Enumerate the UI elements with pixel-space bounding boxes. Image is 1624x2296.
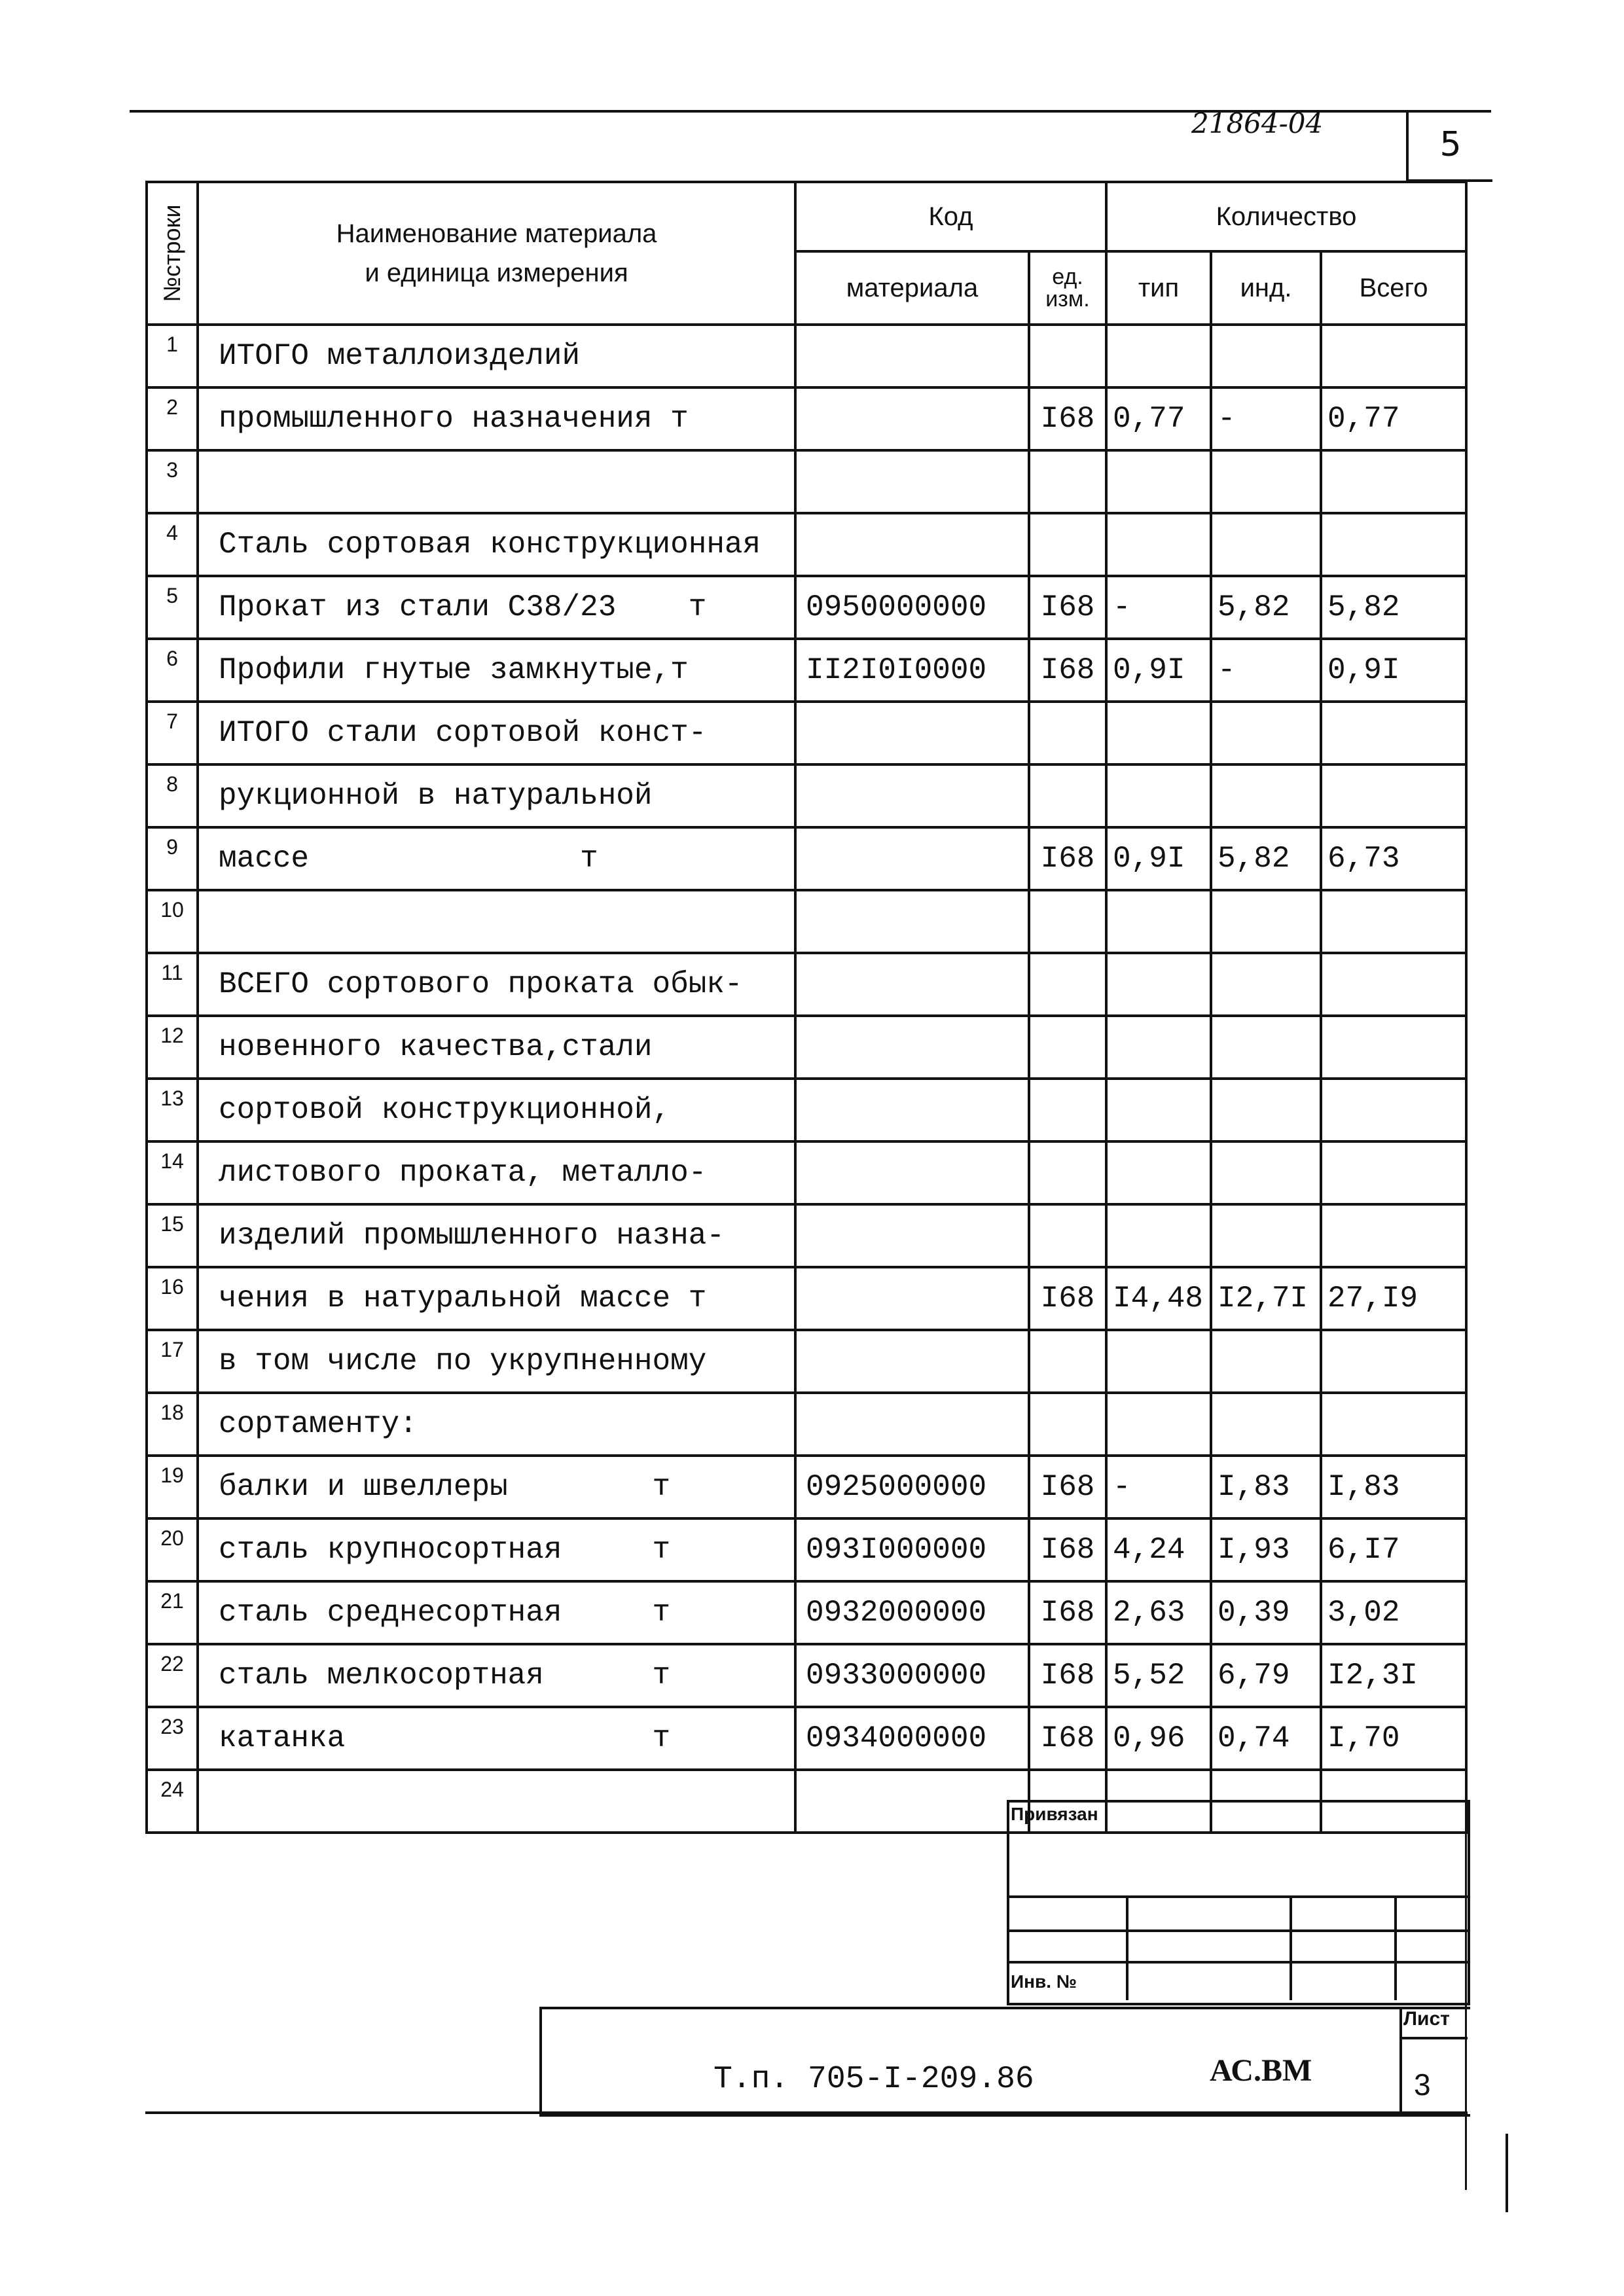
qty-ind: 5,82 xyxy=(1211,827,1321,890)
material-name xyxy=(198,890,795,953)
qty-total xyxy=(1321,764,1466,827)
material-code xyxy=(795,1770,1029,1833)
row-number: 21 xyxy=(147,1581,198,1644)
material-code: 0933000000 xyxy=(795,1644,1029,1707)
table-row xyxy=(147,827,1466,890)
qty-ind: 0,39 xyxy=(1211,1581,1321,1644)
material-name: массе т xyxy=(198,827,795,890)
qty-ind xyxy=(1211,450,1321,513)
stamp-divider xyxy=(1007,1961,1468,1964)
unit-code: I68 xyxy=(1029,387,1106,450)
header-code: Код xyxy=(795,182,1106,251)
material-code xyxy=(795,1016,1029,1079)
unit-code: I68 xyxy=(1029,1581,1106,1644)
unit-code: I68 xyxy=(1029,827,1106,890)
row-number: 17 xyxy=(147,1330,198,1393)
qty-total xyxy=(1321,450,1466,513)
document-mark: АС.ВМ xyxy=(1210,2053,1312,2088)
stamp-divider xyxy=(1007,1929,1468,1932)
header-qty-type: тип xyxy=(1106,251,1211,325)
linked-label: Привязан xyxy=(1011,1804,1098,1824)
row-number: 8 xyxy=(147,764,198,827)
unit-code xyxy=(1029,702,1106,764)
material-name: катанка т xyxy=(198,1707,795,1770)
material-code xyxy=(795,1393,1029,1456)
material-code xyxy=(795,764,1029,827)
material-code: 0950000000 xyxy=(795,576,1029,639)
row-number: 5 xyxy=(147,576,198,639)
material-name: чения в натуральной массе т xyxy=(198,1267,795,1330)
stamp-divider xyxy=(1394,1895,1397,2000)
row-number: 7 xyxy=(147,702,198,764)
qty-ind: - xyxy=(1211,387,1321,450)
unit-code xyxy=(1029,890,1106,953)
qty-total: I,83 xyxy=(1321,1456,1466,1518)
unit-code xyxy=(1029,953,1106,1016)
material-code: 0932000000 xyxy=(795,1581,1029,1644)
table-row xyxy=(147,1079,1466,1141)
qty-ind xyxy=(1211,890,1321,953)
row-number: 14 xyxy=(147,1141,198,1204)
material-code: 0925000000 xyxy=(795,1456,1029,1518)
table-row xyxy=(147,1644,1466,1707)
qty-type xyxy=(1106,1079,1211,1141)
unit-code: I68 xyxy=(1029,1707,1106,1770)
material-name: в том числе по укрупненному xyxy=(198,1330,795,1393)
qty-total xyxy=(1321,1079,1466,1141)
qty-ind: 0,74 xyxy=(1211,1707,1321,1770)
row-number: 13 xyxy=(147,1079,198,1141)
unit-code: I68 xyxy=(1029,1518,1106,1581)
qty-total xyxy=(1321,953,1466,1016)
row-number: 4 xyxy=(147,513,198,576)
unit-code xyxy=(1029,1204,1106,1267)
material-code: II2I0I0000 xyxy=(795,639,1029,702)
qty-type xyxy=(1106,890,1211,953)
inventory-label: Инв. № xyxy=(1011,1971,1077,1992)
qty-total: 5,82 xyxy=(1321,576,1466,639)
margin-tick xyxy=(1506,2134,1508,2212)
table-row xyxy=(147,576,1466,639)
material-name: новенного качества,стали xyxy=(198,1016,795,1079)
material-name: ВСЕГО сортового проката обык- xyxy=(198,953,795,1016)
qty-ind xyxy=(1211,1016,1321,1079)
qty-type: 0,96 xyxy=(1106,1707,1211,1770)
unit-code xyxy=(1029,1141,1106,1204)
material-name: ИТОГО стали сортовой конст- xyxy=(198,702,795,764)
material-code: 093I000000 xyxy=(795,1518,1029,1581)
qty-total xyxy=(1321,1016,1466,1079)
qty-type xyxy=(1106,1393,1211,1456)
table-row xyxy=(147,387,1466,450)
qty-total xyxy=(1321,513,1466,576)
table-row xyxy=(147,1393,1466,1456)
table-row xyxy=(147,953,1466,1016)
material-code: 0934000000 xyxy=(795,1707,1029,1770)
qty-ind xyxy=(1211,325,1321,387)
qty-type xyxy=(1106,764,1211,827)
material-code xyxy=(795,1330,1029,1393)
qty-type: - xyxy=(1106,576,1211,639)
material-name: промышленного назначения т xyxy=(198,387,795,450)
qty-total: 3,02 xyxy=(1321,1581,1466,1644)
qty-total xyxy=(1321,1393,1466,1456)
qty-type xyxy=(1106,325,1211,387)
qty-type: 0,9I xyxy=(1106,827,1211,890)
qty-ind xyxy=(1211,1330,1321,1393)
material-name: сталь мелкосортная т xyxy=(198,1644,795,1707)
qty-ind xyxy=(1211,513,1321,576)
archive-number: 21864-04 xyxy=(1191,107,1324,139)
row-number: 23 xyxy=(147,1707,198,1770)
qty-type: 4,24 xyxy=(1106,1518,1211,1581)
table-row xyxy=(147,1016,1466,1079)
stamp-divider xyxy=(1290,1895,1292,2000)
qty-total: 27,I9 xyxy=(1321,1267,1466,1330)
header-code-material: материала xyxy=(795,251,1029,325)
qty-total xyxy=(1321,702,1466,764)
qty-type xyxy=(1106,1016,1211,1079)
qty-type: 0,9I xyxy=(1106,639,1211,702)
qty-ind xyxy=(1211,702,1321,764)
row-number: 16 xyxy=(147,1267,198,1330)
row-number: 3 xyxy=(147,450,198,513)
qty-type: 0,77 xyxy=(1106,387,1211,450)
sheet-label: Лист xyxy=(1403,2008,1450,2030)
unit-code xyxy=(1029,513,1106,576)
qty-ind xyxy=(1211,1079,1321,1141)
row-number: 6 xyxy=(147,639,198,702)
table-row xyxy=(147,1581,1466,1644)
material-code xyxy=(795,1141,1029,1204)
material-name: сталь среднесортная т xyxy=(198,1581,795,1644)
table-row xyxy=(147,1456,1466,1518)
unit-code xyxy=(1029,1016,1106,1079)
material-code xyxy=(795,890,1029,953)
table-row xyxy=(147,513,1466,576)
qty-ind xyxy=(1211,953,1321,1016)
unit-code xyxy=(1029,450,1106,513)
page-number: 5 xyxy=(1406,110,1492,182)
table-row xyxy=(147,764,1466,827)
unit-code: I68 xyxy=(1029,1644,1106,1707)
table-row xyxy=(147,1707,1466,1770)
row-number: 20 xyxy=(147,1518,198,1581)
qty-ind xyxy=(1211,1204,1321,1267)
qty-type: 2,63 xyxy=(1106,1581,1211,1644)
qty-ind: - xyxy=(1211,639,1321,702)
material-name: сортаменту: xyxy=(198,1393,795,1456)
sheet-number: 3 xyxy=(1414,2068,1431,2102)
table-row xyxy=(147,325,1466,387)
qty-total: I,70 xyxy=(1321,1707,1466,1770)
material-name: Прокат из стали С38/23 т xyxy=(198,576,795,639)
qty-total: 6,73 xyxy=(1321,827,1466,890)
qty-type xyxy=(1106,450,1211,513)
table-row xyxy=(147,1267,1466,1330)
material-code xyxy=(795,450,1029,513)
material-name: листового проката, металло- xyxy=(198,1141,795,1204)
table-row xyxy=(147,1330,1466,1393)
table-row xyxy=(147,1141,1466,1204)
table-row xyxy=(147,639,1466,702)
table-row xyxy=(147,702,1466,764)
header-quantity: Количество xyxy=(1106,182,1466,251)
table-row xyxy=(147,1204,1466,1267)
document-code: Т.п. 705-I-209.86 xyxy=(713,2062,1034,2097)
qty-type xyxy=(1106,1141,1211,1204)
material-code xyxy=(795,1204,1029,1267)
qty-total xyxy=(1321,325,1466,387)
table-row xyxy=(147,1518,1466,1581)
material-name: Профили гнутые замкнутые,т xyxy=(198,639,795,702)
material-name: сталь крупносортная т xyxy=(198,1518,795,1581)
qty-type: I4,48 xyxy=(1106,1267,1211,1330)
header-qty-total: Всего xyxy=(1321,251,1466,325)
stamp-divider xyxy=(1007,1895,1468,1898)
row-number: 9 xyxy=(147,827,198,890)
material-code xyxy=(795,702,1029,764)
material-name xyxy=(198,450,795,513)
material-name xyxy=(198,1770,795,1833)
row-number: 10 xyxy=(147,890,198,953)
sheet-divider xyxy=(1399,2037,1468,2039)
material-code xyxy=(795,1267,1029,1330)
unit-code xyxy=(1029,325,1106,387)
qty-type: - xyxy=(1106,1456,1211,1518)
unit-code: I68 xyxy=(1029,576,1106,639)
material-code xyxy=(795,513,1029,576)
qty-type xyxy=(1106,513,1211,576)
row-number: 12 xyxy=(147,1016,198,1079)
unit-code xyxy=(1029,1079,1106,1141)
row-number: 24 xyxy=(147,1770,198,1833)
qty-ind: 6,79 xyxy=(1211,1644,1321,1707)
qty-total xyxy=(1321,1141,1466,1204)
qty-total xyxy=(1321,1330,1466,1393)
bottom-rule xyxy=(145,2111,1468,2114)
qty-type xyxy=(1106,953,1211,1016)
material-name: изделий промышленного назна- xyxy=(198,1204,795,1267)
table-row xyxy=(147,450,1466,513)
row-number: 18 xyxy=(147,1393,198,1456)
qty-total xyxy=(1321,890,1466,953)
material-name: ИТОГО металлоизделий xyxy=(198,325,795,387)
material-code xyxy=(795,1079,1029,1141)
row-number: 19 xyxy=(147,1456,198,1518)
unit-code xyxy=(1029,764,1106,827)
qty-total xyxy=(1321,1204,1466,1267)
header-qty-ind: инд. xyxy=(1211,251,1321,325)
unit-code xyxy=(1029,1330,1106,1393)
header-code-unit: ед. изм. xyxy=(1029,251,1106,325)
qty-ind: 5,82 xyxy=(1211,576,1321,639)
unit-code: I68 xyxy=(1029,1456,1106,1518)
qty-total: 6,I7 xyxy=(1321,1518,1466,1581)
table-row xyxy=(147,890,1466,953)
row-number: 22 xyxy=(147,1644,198,1707)
row-number: 2 xyxy=(147,387,198,450)
qty-type xyxy=(1106,1204,1211,1267)
qty-total: I2,3I xyxy=(1321,1644,1466,1707)
material-name: рукционной в натуральной xyxy=(198,764,795,827)
qty-ind: I2,7I xyxy=(1211,1267,1321,1330)
unit-code: I68 xyxy=(1029,639,1106,702)
qty-type xyxy=(1106,702,1211,764)
material-code xyxy=(795,325,1029,387)
qty-type xyxy=(1106,1330,1211,1393)
unit-code: I68 xyxy=(1029,1267,1106,1330)
unit-code xyxy=(1029,1393,1106,1456)
row-number: 11 xyxy=(147,953,198,1016)
header-row-number: №строки xyxy=(147,182,198,325)
material-code xyxy=(795,953,1029,1016)
material-name: балки и швеллеры т xyxy=(198,1456,795,1518)
qty-total: 0,77 xyxy=(1321,387,1466,450)
row-number: 1 xyxy=(147,325,198,387)
qty-type: 5,52 xyxy=(1106,1644,1211,1707)
header-material-name: Наименование материала и единица измерения xyxy=(198,182,795,325)
material-name: сортовой конструкционной, xyxy=(198,1079,795,1141)
qty-ind xyxy=(1211,764,1321,827)
row-number: 15 xyxy=(147,1204,198,1267)
qty-ind: I,83 xyxy=(1211,1456,1321,1518)
material-name: Сталь сортовая конструкционная xyxy=(198,513,795,576)
qty-ind xyxy=(1211,1393,1321,1456)
material-code xyxy=(795,387,1029,450)
qty-ind xyxy=(1211,1141,1321,1204)
qty-total: 0,9I xyxy=(1321,639,1466,702)
stamp-divider xyxy=(1126,1895,1128,2000)
material-code xyxy=(795,827,1029,890)
materials-table xyxy=(145,181,1468,1834)
qty-ind: I,93 xyxy=(1211,1518,1321,1581)
